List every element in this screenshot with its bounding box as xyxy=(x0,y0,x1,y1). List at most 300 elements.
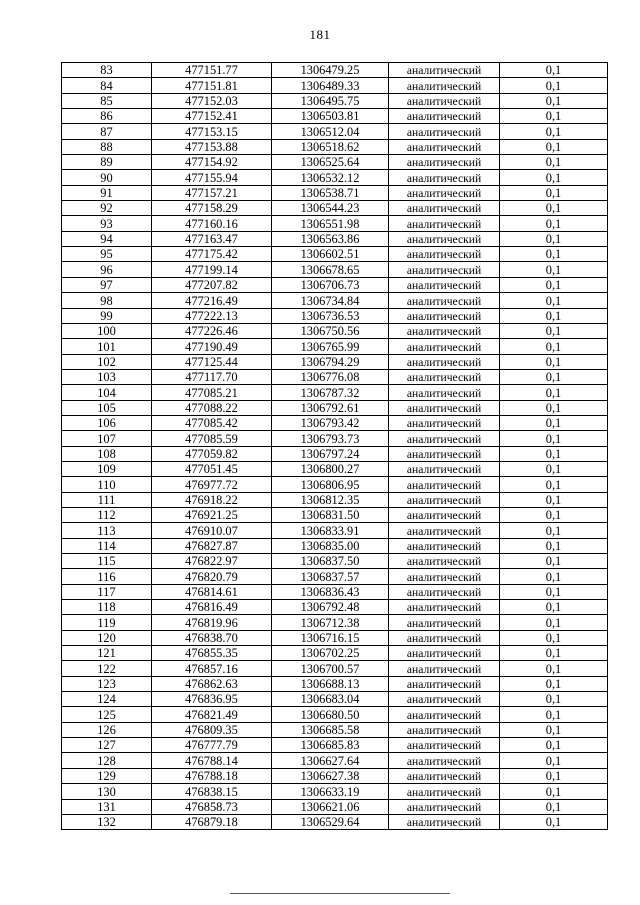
point-number-cell: 118 xyxy=(62,600,152,615)
accuracy-cell: 0,1 xyxy=(500,109,608,124)
table-row xyxy=(62,262,608,277)
point-number-cell: 109 xyxy=(62,461,152,476)
y-coordinate-cell: 1306806.95 xyxy=(272,477,389,492)
point-number-cell: 88 xyxy=(62,139,152,154)
y-coordinate-cell: 1306602.51 xyxy=(272,247,389,262)
y-coordinate-cell: 1306712.38 xyxy=(272,615,389,630)
point-number-cell: 128 xyxy=(62,753,152,768)
method-cell: аналитический xyxy=(389,354,500,369)
method-cell: аналитический xyxy=(389,707,500,722)
point-number-cell: 85 xyxy=(62,93,152,108)
accuracy-cell: 0,1 xyxy=(500,369,608,384)
point-number-cell: 115 xyxy=(62,554,152,569)
page-number: 181 xyxy=(309,27,331,42)
method-cell: аналитический xyxy=(389,569,500,584)
method-cell: аналитический xyxy=(389,247,500,262)
point-number-cell: 93 xyxy=(62,216,152,231)
table-row xyxy=(62,600,608,615)
table-row xyxy=(62,538,608,553)
table-row xyxy=(62,707,608,722)
x-coordinate-cell: 476838.15 xyxy=(152,784,272,799)
method-cell: аналитический xyxy=(389,692,500,707)
accuracy-cell: 0,1 xyxy=(500,139,608,154)
method-cell: аналитический xyxy=(389,63,500,78)
y-coordinate-cell: 1306479.25 xyxy=(272,63,389,78)
bottom-rule xyxy=(230,893,450,894)
x-coordinate-cell: 476814.61 xyxy=(152,584,272,599)
x-coordinate-cell: 477051.45 xyxy=(152,461,272,476)
x-coordinate-cell: 477151.77 xyxy=(152,63,272,78)
x-coordinate-cell: 477088.22 xyxy=(152,400,272,415)
y-coordinate-cell: 1306621.06 xyxy=(272,799,389,814)
x-coordinate-cell: 476788.18 xyxy=(152,768,272,783)
table-row xyxy=(62,799,608,814)
method-cell: аналитический xyxy=(389,768,500,783)
y-coordinate-cell: 1306792.61 xyxy=(272,400,389,415)
y-coordinate-cell: 1306835.00 xyxy=(272,538,389,553)
x-coordinate-cell: 477152.41 xyxy=(152,109,272,124)
x-coordinate-cell: 476836.95 xyxy=(152,692,272,707)
accuracy-cell: 0,1 xyxy=(500,170,608,185)
y-coordinate-cell: 1306706.73 xyxy=(272,277,389,292)
accuracy-cell: 0,1 xyxy=(500,415,608,430)
y-coordinate-cell: 1306787.32 xyxy=(272,385,389,400)
point-number-cell: 112 xyxy=(62,507,152,522)
accuracy-cell: 0,1 xyxy=(500,446,608,461)
point-number-cell: 84 xyxy=(62,78,152,93)
method-cell: аналитический xyxy=(389,431,500,446)
table-row xyxy=(62,277,608,292)
accuracy-cell: 0,1 xyxy=(500,646,608,661)
method-cell: аналитический xyxy=(389,784,500,799)
table-row xyxy=(62,477,608,492)
accuracy-cell: 0,1 xyxy=(500,615,608,630)
x-coordinate-cell: 477190.49 xyxy=(152,339,272,354)
y-coordinate-cell: 1306633.19 xyxy=(272,784,389,799)
table-row xyxy=(62,738,608,753)
y-coordinate-cell: 1306551.98 xyxy=(272,216,389,231)
method-cell: аналитический xyxy=(389,124,500,139)
point-number-cell: 111 xyxy=(62,492,152,507)
point-number-cell: 119 xyxy=(62,615,152,630)
point-number-cell: 86 xyxy=(62,109,152,124)
accuracy-cell: 0,1 xyxy=(500,385,608,400)
y-coordinate-cell: 1306792.48 xyxy=(272,600,389,615)
method-cell: аналитический xyxy=(389,109,500,124)
table-row xyxy=(62,461,608,476)
y-coordinate-cell: 1306800.27 xyxy=(272,461,389,476)
y-coordinate-cell: 1306512.04 xyxy=(272,124,389,139)
method-cell: аналитический xyxy=(389,339,500,354)
accuracy-cell: 0,1 xyxy=(500,799,608,814)
x-coordinate-cell: 476862.63 xyxy=(152,676,272,691)
accuracy-cell: 0,1 xyxy=(500,600,608,615)
table-row xyxy=(62,523,608,538)
point-number-cell: 124 xyxy=(62,692,152,707)
accuracy-cell: 0,1 xyxy=(500,492,608,507)
y-coordinate-cell: 1306794.29 xyxy=(272,354,389,369)
table-row xyxy=(62,722,608,737)
point-number-cell: 132 xyxy=(62,814,152,829)
table-row xyxy=(62,661,608,676)
accuracy-cell: 0,1 xyxy=(500,78,608,93)
y-coordinate-cell: 1306776.08 xyxy=(272,369,389,384)
accuracy-cell: 0,1 xyxy=(500,523,608,538)
table-row xyxy=(62,155,608,170)
table-row xyxy=(62,554,608,569)
method-cell: аналитический xyxy=(389,492,500,507)
method-cell: аналитический xyxy=(389,139,500,154)
accuracy-cell: 0,1 xyxy=(500,477,608,492)
x-coordinate-cell: 477216.49 xyxy=(152,293,272,308)
point-number-cell: 130 xyxy=(62,784,152,799)
table-row xyxy=(62,369,608,384)
x-coordinate-cell: 476816.49 xyxy=(152,600,272,615)
accuracy-cell: 0,1 xyxy=(500,431,608,446)
method-cell: аналитический xyxy=(389,400,500,415)
x-coordinate-cell: 476821.49 xyxy=(152,707,272,722)
point-number-cell: 90 xyxy=(62,170,152,185)
method-cell: аналитический xyxy=(389,185,500,200)
point-number-cell: 127 xyxy=(62,738,152,753)
table-row xyxy=(62,415,608,430)
point-number-cell: 97 xyxy=(62,277,152,292)
table-row xyxy=(62,630,608,645)
point-number-cell: 108 xyxy=(62,446,152,461)
table-row xyxy=(62,507,608,522)
table-row xyxy=(62,339,608,354)
point-number-cell: 131 xyxy=(62,799,152,814)
x-coordinate-cell: 477151.81 xyxy=(152,78,272,93)
table-row xyxy=(62,814,608,829)
x-coordinate-cell: 477085.59 xyxy=(152,431,272,446)
method-cell: аналитический xyxy=(389,630,500,645)
y-coordinate-cell: 1306734.84 xyxy=(272,293,389,308)
method-cell: аналитический xyxy=(389,738,500,753)
accuracy-cell: 0,1 xyxy=(500,293,608,308)
accuracy-cell: 0,1 xyxy=(500,247,608,262)
table-row xyxy=(62,216,608,231)
y-coordinate-cell: 1306831.50 xyxy=(272,507,389,522)
method-cell: аналитический xyxy=(389,231,500,246)
accuracy-cell: 0,1 xyxy=(500,231,608,246)
table-row xyxy=(62,247,608,262)
table-row xyxy=(62,385,608,400)
x-coordinate-cell: 476918.22 xyxy=(152,492,272,507)
method-cell: аналитический xyxy=(389,293,500,308)
method-cell: аналитический xyxy=(389,461,500,476)
table-row xyxy=(62,584,608,599)
accuracy-cell: 0,1 xyxy=(500,354,608,369)
point-number-cell: 116 xyxy=(62,569,152,584)
y-coordinate-cell: 1306793.73 xyxy=(272,431,389,446)
method-cell: аналитический xyxy=(389,93,500,108)
method-cell: аналитический xyxy=(389,554,500,569)
y-coordinate-cell: 1306836.43 xyxy=(272,584,389,599)
point-number-cell: 102 xyxy=(62,354,152,369)
y-coordinate-cell: 1306833.91 xyxy=(272,523,389,538)
method-cell: аналитический xyxy=(389,523,500,538)
x-coordinate-cell: 477157.21 xyxy=(152,185,272,200)
accuracy-cell: 0,1 xyxy=(500,216,608,231)
table-row xyxy=(62,293,608,308)
x-coordinate-cell: 477152.03 xyxy=(152,93,272,108)
y-coordinate-cell: 1306503.81 xyxy=(272,109,389,124)
point-number-cell: 98 xyxy=(62,293,152,308)
point-number-cell: 89 xyxy=(62,155,152,170)
y-coordinate-cell: 1306688.13 xyxy=(272,676,389,691)
accuracy-cell: 0,1 xyxy=(500,277,608,292)
y-coordinate-cell: 1306736.53 xyxy=(272,308,389,323)
y-coordinate-cell: 1306685.58 xyxy=(272,722,389,737)
table-row xyxy=(62,93,608,108)
point-number-cell: 122 xyxy=(62,661,152,676)
point-number-cell: 92 xyxy=(62,201,152,216)
x-coordinate-cell: 477163.47 xyxy=(152,231,272,246)
table-row xyxy=(62,308,608,323)
method-cell: аналитический xyxy=(389,661,500,676)
x-coordinate-cell: 476788.14 xyxy=(152,753,272,768)
point-number-cell: 87 xyxy=(62,124,152,139)
x-coordinate-cell: 477175.42 xyxy=(152,247,272,262)
y-coordinate-cell: 1306837.50 xyxy=(272,554,389,569)
method-cell: аналитический xyxy=(389,584,500,599)
table-row xyxy=(62,400,608,415)
x-coordinate-cell: 476910.07 xyxy=(152,523,272,538)
x-coordinate-cell: 477059.82 xyxy=(152,446,272,461)
x-coordinate-cell: 476855.35 xyxy=(152,646,272,661)
accuracy-cell: 0,1 xyxy=(500,738,608,753)
y-coordinate-cell: 1306716.15 xyxy=(272,630,389,645)
y-coordinate-cell: 1306529.64 xyxy=(272,814,389,829)
x-coordinate-cell: 476921.25 xyxy=(152,507,272,522)
accuracy-cell: 0,1 xyxy=(500,63,608,78)
point-number-cell: 129 xyxy=(62,768,152,783)
accuracy-cell: 0,1 xyxy=(500,814,608,829)
method-cell: аналитический xyxy=(389,507,500,522)
accuracy-cell: 0,1 xyxy=(500,692,608,707)
accuracy-cell: 0,1 xyxy=(500,185,608,200)
x-coordinate-cell: 476819.96 xyxy=(152,615,272,630)
method-cell: аналитический xyxy=(389,538,500,553)
point-number-cell: 113 xyxy=(62,523,152,538)
method-cell: аналитический xyxy=(389,216,500,231)
point-number-cell: 105 xyxy=(62,400,152,415)
accuracy-cell: 0,1 xyxy=(500,768,608,783)
table-row xyxy=(62,692,608,707)
accuracy-cell: 0,1 xyxy=(500,507,608,522)
x-coordinate-cell: 476777.79 xyxy=(152,738,272,753)
x-coordinate-cell: 476879.18 xyxy=(152,814,272,829)
y-coordinate-cell: 1306489.33 xyxy=(272,78,389,93)
table-row xyxy=(62,784,608,799)
point-number-cell: 95 xyxy=(62,247,152,262)
table-row xyxy=(62,446,608,461)
y-coordinate-cell: 1306525.64 xyxy=(272,155,389,170)
accuracy-cell: 0,1 xyxy=(500,584,608,599)
y-coordinate-cell: 1306678.65 xyxy=(272,262,389,277)
table-row xyxy=(62,492,608,507)
point-number-cell: 126 xyxy=(62,722,152,737)
x-coordinate-cell: 477226.46 xyxy=(152,323,272,338)
point-number-cell: 83 xyxy=(62,63,152,78)
table-row xyxy=(62,231,608,246)
accuracy-cell: 0,1 xyxy=(500,569,608,584)
y-coordinate-cell: 1306837.57 xyxy=(272,569,389,584)
point-number-cell: 125 xyxy=(62,707,152,722)
x-coordinate-cell: 476838.70 xyxy=(152,630,272,645)
accuracy-cell: 0,1 xyxy=(500,308,608,323)
accuracy-cell: 0,1 xyxy=(500,661,608,676)
y-coordinate-cell: 1306700.57 xyxy=(272,661,389,676)
method-cell: аналитический xyxy=(389,369,500,384)
x-coordinate-cell: 477125.44 xyxy=(152,354,272,369)
x-coordinate-cell: 477207.82 xyxy=(152,277,272,292)
accuracy-cell: 0,1 xyxy=(500,707,608,722)
table-row xyxy=(62,124,608,139)
accuracy-cell: 0,1 xyxy=(500,461,608,476)
table-row xyxy=(62,78,608,93)
method-cell: аналитический xyxy=(389,323,500,338)
method-cell: аналитический xyxy=(389,646,500,661)
accuracy-cell: 0,1 xyxy=(500,554,608,569)
y-coordinate-cell: 1306544.23 xyxy=(272,201,389,216)
accuracy-cell: 0,1 xyxy=(500,155,608,170)
table-row xyxy=(62,768,608,783)
accuracy-cell: 0,1 xyxy=(500,201,608,216)
x-coordinate-cell: 477153.88 xyxy=(152,139,272,154)
y-coordinate-cell: 1306797.24 xyxy=(272,446,389,461)
x-coordinate-cell: 477153.15 xyxy=(152,124,272,139)
method-cell: аналитический xyxy=(389,446,500,461)
point-number-cell: 106 xyxy=(62,415,152,430)
table-row xyxy=(62,569,608,584)
x-coordinate-cell: 477085.21 xyxy=(152,385,272,400)
accuracy-cell: 0,1 xyxy=(500,784,608,799)
accuracy-cell: 0,1 xyxy=(500,323,608,338)
method-cell: аналитический xyxy=(389,78,500,93)
y-coordinate-cell: 1306532.12 xyxy=(272,170,389,185)
y-coordinate-cell: 1306627.38 xyxy=(272,768,389,783)
x-coordinate-cell: 476822.97 xyxy=(152,554,272,569)
y-coordinate-cell: 1306750.56 xyxy=(272,323,389,338)
y-coordinate-cell: 1306495.75 xyxy=(272,93,389,108)
y-coordinate-cell: 1306765.99 xyxy=(272,339,389,354)
x-coordinate-cell: 477154.92 xyxy=(152,155,272,170)
accuracy-cell: 0,1 xyxy=(500,722,608,737)
y-coordinate-cell: 1306812.35 xyxy=(272,492,389,507)
point-number-cell: 101 xyxy=(62,339,152,354)
table-row xyxy=(62,63,608,78)
method-cell: аналитический xyxy=(389,753,500,768)
method-cell: аналитический xyxy=(389,600,500,615)
y-coordinate-cell: 1306685.83 xyxy=(272,738,389,753)
accuracy-cell: 0,1 xyxy=(500,538,608,553)
table-row xyxy=(62,646,608,661)
point-number-cell: 91 xyxy=(62,185,152,200)
x-coordinate-cell: 477199.14 xyxy=(152,262,272,277)
table-row xyxy=(62,139,608,154)
y-coordinate-cell: 1306793.42 xyxy=(272,415,389,430)
method-cell: аналитический xyxy=(389,477,500,492)
accuracy-cell: 0,1 xyxy=(500,753,608,768)
x-coordinate-cell: 477160.16 xyxy=(152,216,272,231)
x-coordinate-cell: 477158.29 xyxy=(152,201,272,216)
y-coordinate-cell: 1306538.71 xyxy=(272,185,389,200)
method-cell: аналитический xyxy=(389,277,500,292)
x-coordinate-cell: 476809.35 xyxy=(152,722,272,737)
method-cell: аналитический xyxy=(389,415,500,430)
point-number-cell: 120 xyxy=(62,630,152,645)
table-row xyxy=(62,676,608,691)
point-number-cell: 96 xyxy=(62,262,152,277)
method-cell: аналитический xyxy=(389,676,500,691)
accuracy-cell: 0,1 xyxy=(500,93,608,108)
x-coordinate-cell: 476858.73 xyxy=(152,799,272,814)
y-coordinate-cell: 1306518.62 xyxy=(272,139,389,154)
x-coordinate-cell: 476827.87 xyxy=(152,538,272,553)
y-coordinate-cell: 1306702.25 xyxy=(272,646,389,661)
point-number-cell: 94 xyxy=(62,231,152,246)
point-number-cell: 107 xyxy=(62,431,152,446)
x-coordinate-cell: 477155.94 xyxy=(152,170,272,185)
table-row xyxy=(62,615,608,630)
method-cell: аналитический xyxy=(389,799,500,814)
point-number-cell: 104 xyxy=(62,385,152,400)
table-row xyxy=(62,753,608,768)
coordinates-table-body xyxy=(62,63,608,830)
accuracy-cell: 0,1 xyxy=(500,630,608,645)
point-number-cell: 100 xyxy=(62,323,152,338)
method-cell: аналитический xyxy=(389,170,500,185)
table-row xyxy=(62,431,608,446)
y-coordinate-cell: 1306563.86 xyxy=(272,231,389,246)
table-row xyxy=(62,109,608,124)
point-number-cell: 110 xyxy=(62,477,152,492)
point-number-cell: 99 xyxy=(62,308,152,323)
table-row xyxy=(62,354,608,369)
table-row xyxy=(62,170,608,185)
accuracy-cell: 0,1 xyxy=(500,339,608,354)
accuracy-cell: 0,1 xyxy=(500,400,608,415)
x-coordinate-cell: 477085.42 xyxy=(152,415,272,430)
point-number-cell: 114 xyxy=(62,538,152,553)
method-cell: аналитический xyxy=(389,262,500,277)
coordinates-table xyxy=(61,62,608,830)
method-cell: аналитический xyxy=(389,201,500,216)
accuracy-cell: 0,1 xyxy=(500,262,608,277)
x-coordinate-cell: 476857.16 xyxy=(152,661,272,676)
method-cell: аналитический xyxy=(389,308,500,323)
y-coordinate-cell: 1306683.04 xyxy=(272,692,389,707)
y-coordinate-cell: 1306627.64 xyxy=(272,753,389,768)
x-coordinate-cell: 476820.79 xyxy=(152,569,272,584)
method-cell: аналитический xyxy=(389,722,500,737)
x-coordinate-cell: 476977.72 xyxy=(152,477,272,492)
point-number-cell: 103 xyxy=(62,369,152,384)
method-cell: аналитический xyxy=(389,814,500,829)
accuracy-cell: 0,1 xyxy=(500,676,608,691)
y-coordinate-cell: 1306680.50 xyxy=(272,707,389,722)
method-cell: аналитический xyxy=(389,615,500,630)
table-row xyxy=(62,323,608,338)
table-row xyxy=(62,201,608,216)
table-row xyxy=(62,185,608,200)
accuracy-cell: 0,1 xyxy=(500,124,608,139)
method-cell: аналитический xyxy=(389,155,500,170)
point-number-cell: 117 xyxy=(62,584,152,599)
method-cell: аналитический xyxy=(389,385,500,400)
